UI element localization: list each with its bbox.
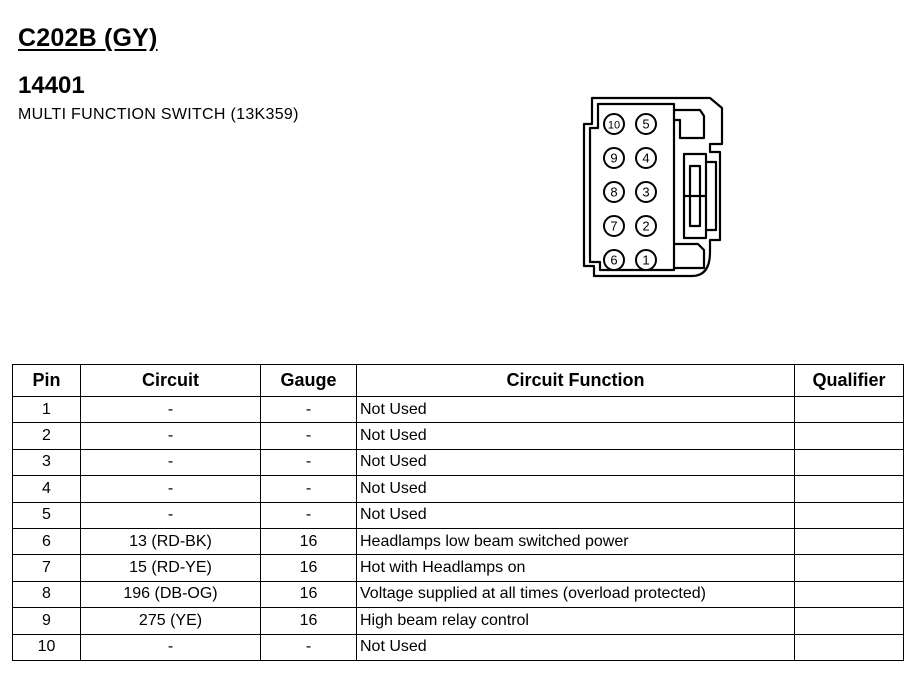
circuit-cell: - — [81, 476, 261, 502]
pinout-table — [12, 364, 904, 661]
pin-cavity — [636, 114, 656, 134]
table-header-row — [13, 365, 904, 397]
circuit-cell: - — [81, 397, 261, 423]
pin-number-label: 1 — [642, 252, 650, 268]
gauge-cell: - — [261, 397, 357, 423]
qualifier-cell — [795, 581, 904, 607]
pin-number-label: 3 — [642, 184, 650, 200]
pin-cavity — [636, 148, 656, 168]
table-row — [13, 634, 904, 660]
circuit-function-cell: High beam relay control — [357, 608, 795, 634]
table-row — [13, 528, 904, 554]
circuit-function-cell: Not Used — [357, 397, 795, 423]
connector-housing-inner — [590, 104, 674, 270]
circuit-function-cell: Not Used — [357, 476, 795, 502]
connector-id: C202B (GY) — [18, 24, 158, 52]
pin-number-label: 2 — [642, 218, 650, 234]
pin-number-label: 6 — [610, 252, 618, 268]
qualifier-cell — [795, 528, 904, 554]
gauge-cell: 16 — [261, 555, 357, 581]
pin-cell: 8 — [13, 581, 81, 607]
table-row — [13, 608, 904, 634]
gauge-cell: - — [261, 449, 357, 475]
circuit-function-cell: Not Used — [357, 423, 795, 449]
qualifier-cell — [795, 555, 904, 581]
circuit-function-cell: Hot with Headlamps on — [357, 555, 795, 581]
pin-cell: 5 — [13, 502, 81, 528]
part-number: 14401 — [18, 72, 85, 99]
gauge-cell: - — [261, 502, 357, 528]
header-circuit: Circuit — [81, 365, 261, 397]
circuit-cell: - — [81, 423, 261, 449]
pin-cavity — [604, 114, 624, 134]
pin-cell: 1 — [13, 397, 81, 423]
pin-number-label: 5 — [642, 116, 650, 132]
circuit-cell: 13 (RD-BK) — [81, 528, 261, 554]
table-row — [13, 581, 904, 607]
qualifier-cell — [795, 449, 904, 475]
gauge-cell: 16 — [261, 581, 357, 607]
pin-cell: 9 — [13, 608, 81, 634]
pin-number-label: 10 — [607, 119, 621, 132]
qualifier-cell — [795, 502, 904, 528]
circuit-function-cell: Not Used — [357, 502, 795, 528]
table-row — [13, 502, 904, 528]
qualifier-cell — [795, 476, 904, 502]
table-row — [13, 397, 904, 423]
circuit-cell: - — [81, 634, 261, 660]
table-row — [13, 476, 904, 502]
pin-cell: 3 — [13, 449, 81, 475]
circuit-function-cell: Headlamps low beam switched power — [357, 528, 795, 554]
pin-cell: 7 — [13, 555, 81, 581]
gauge-cell: - — [261, 634, 357, 660]
pin-cavity — [604, 148, 624, 168]
header-circuit-function: Circuit Function — [357, 365, 795, 397]
table-row — [13, 449, 904, 475]
table-row — [13, 555, 904, 581]
pin-cell: 4 — [13, 476, 81, 502]
header-gauge: Gauge — [261, 365, 357, 397]
component-name: MULTI FUNCTION SWITCH (13K359) — [18, 106, 299, 123]
pin-number-label: 9 — [610, 150, 618, 166]
qualifier-cell — [795, 608, 904, 634]
gauge-cell: 16 — [261, 608, 357, 634]
header-qualifier: Qualifier — [795, 365, 904, 397]
qualifier-cell — [795, 397, 904, 423]
pin-cavities — [604, 114, 656, 270]
qualifier-cell — [795, 634, 904, 660]
pin-number-label: 4 — [642, 150, 650, 166]
pin-cavity — [636, 216, 656, 236]
pin-cavity — [636, 182, 656, 202]
circuit-cell: 275 (YE) — [81, 608, 261, 634]
circuit-function-cell: Not Used — [357, 449, 795, 475]
circuit-function-cell: Voltage supplied at all times (overload protected) — [357, 581, 795, 607]
pin-cell: 6 — [13, 528, 81, 554]
pin-cavity — [636, 250, 656, 270]
circuit-cell: 15 (RD-YE) — [81, 555, 261, 581]
circuit-cell: 196 (DB-OG) — [81, 581, 261, 607]
qualifier-cell — [795, 423, 904, 449]
gauge-cell: - — [261, 423, 357, 449]
pin-number-label: 7 — [610, 218, 618, 234]
circuit-cell: - — [81, 502, 261, 528]
circuit-function-cell: Not Used — [357, 634, 795, 660]
pin-number-label: 8 — [610, 184, 618, 200]
circuit-cell: - — [81, 449, 261, 475]
connector-face-diagram — [570, 92, 740, 288]
gauge-cell: - — [261, 476, 357, 502]
pin-cavity — [604, 250, 624, 270]
pin-cavity — [604, 182, 624, 202]
pin-cell: 10 — [13, 634, 81, 660]
header-pin: Pin — [13, 365, 81, 397]
table-row — [13, 423, 904, 449]
pin-cell: 2 — [13, 423, 81, 449]
pin-cavity — [604, 216, 624, 236]
gauge-cell: 16 — [261, 528, 357, 554]
